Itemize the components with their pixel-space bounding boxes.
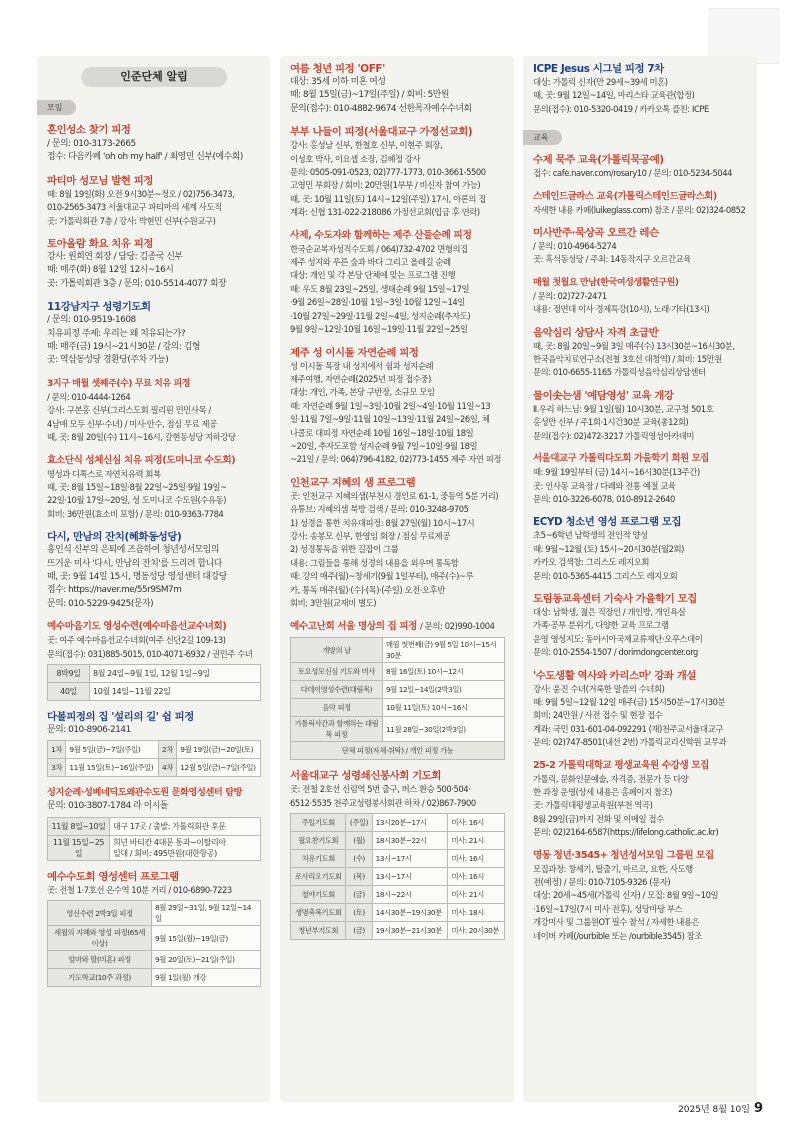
notice-entry	[533, 452, 748, 506]
notice-entry	[47, 786, 261, 860]
notice-title: 음악심리 상담사 자격 초급반	[533, 326, 659, 339]
notice-entry	[533, 190, 748, 217]
notice-entry	[533, 276, 748, 317]
notice-entry	[47, 174, 261, 228]
notice-body: 곳: 여주 예수마음선교수녀회(여주 신단2길 109-13) 문의(접수): 031)885-5015, 010-4071-6932 / 권민주 수녀	[47, 635, 253, 659]
page-footer	[678, 1101, 763, 1116]
notice-entry	[533, 62, 748, 116]
notice-title: 성지순례·성베네딕도왜관수도원 문화영성센터 탐방	[47, 787, 243, 799]
table-row: 40일 10월 14일~11월 22일	[48, 682, 261, 700]
notice-body: 곳: 전철 1·7호선 온수역 10분 거리 / 010-6890-7223	[47, 884, 232, 895]
table-row: 월요찬기도회 (월) 18시30분~22시 미사: 21시	[291, 832, 505, 850]
notice-title: 파티마 성모님 발현 피정	[47, 174, 154, 187]
notice-body: 성 이시돌 목장 내 성지에서 쉼과 성지순례 제주여행, 자연순례(2025년 피정 접수중) 대상: 개인, 가족, 본당 구반장, 소규모 모임 때: 자연순례 9월 1일~3일·10월 2일~4일·10월 11일~13 일·11월 7일~9일·11월 10일~13일·11월 24일~26일, 체 나콜로 대피정 자연순례 10월 16일~18일·10월 18일 ~20일, 추자도포함 성지순례 9월 7일~10일·9월 18일 ~21일 / 문의: 064)796-4182, 02)773-1455 제주 자연 피정	[290, 360, 501, 465]
notice-body: 영성과 디톡스로 자연치유력 회복 때, 곳: 8월 15일~18일·8월 22일~25일·9월 19일~ 22일·10월 17일~20일, 성 도미니코 수도원(수유동) 회비: 36만원(효소비 포함) / 문의: 010-9363-7784	[47, 468, 227, 519]
notice-body: 곳: 인천교구 지혜의샘(부천시 경인로 61-1, 중동역 5분 거리) 유튜브: 지혜의샘 북방 검색 / 문의: 010-3248-9705 1) 성경을 통한 치유대피정: 8월 27일(월) 10시~17시 강사: 송봉모 신부, 한영임 회장 / 점심 무료제공 2) 성경통독을 위한 길잡이 그룹 내용: 그림들을 통해 성경의 내용을 외우며 통독함 때: 강의 매주(월)~창세기(9월 1일부터), 매주(수)~루 카, 통독 매주(월)·(수)·(목)·(주일) 오전·오후반 회비: 3만원(교재비 별도)	[290, 490, 499, 608]
notice-entry	[533, 759, 748, 840]
table-row: 치유기도회 (수) 13시~17시 미사: 16시	[291, 850, 505, 868]
table-row: 토요성모신심 기도와 미사 8월 16일(토) 10시~12시	[291, 663, 505, 681]
notice-entry	[533, 153, 748, 180]
notice-title: 수제 묵주 교육(가톨릭묵공예)	[533, 154, 664, 167]
notice-entry	[47, 710, 261, 777]
notice-title: 서울대교구 가톨릭다도회 가을학기 회원 모집	[533, 453, 709, 465]
notice-body: 초5~6학년 남학생의 전인적 양성 때: 9월~12월 (토) 15시~20시30분(월2회) 카카오 검색창: 그리스도 레지오회 문의: 010-5365-4415 그리스도 레지오회	[533, 530, 684, 581]
notice-body: 때: 8월 19일(화) 오전 9시30분~정오 / 02)756-3473, 010-2565-3473 서울대교구 파티마의 세계 사도직 곳: 가톨릭회관 7층 / 강사: 박현민 신부(수원교구)	[47, 188, 235, 226]
notice-entry	[47, 530, 261, 611]
notice-entry	[290, 619, 505, 760]
category-tag-education: 교육	[523, 130, 562, 145]
table-row: 철야기도회 (금) 18시~22시 미사: 21시	[291, 886, 505, 904]
notice-entry	[290, 476, 505, 611]
notice-title: 3지구 매월 셋째주(수) 무료 치유 피정	[47, 378, 191, 389]
notice-entry	[290, 125, 505, 219]
schedule-table	[290, 637, 505, 760]
notice-title: 효소단식 성체신심 치유 피정(도미니코 수도회)	[47, 454, 236, 466]
notice-entry	[290, 346, 505, 467]
schedule-table	[290, 813, 505, 940]
notice-title: '수도생활 역사와 카리스마' 강좌 개설	[533, 669, 696, 682]
table-row: 영신수련 2박3일 피정 8월 29일~31일, 9월 12일~14일	[48, 901, 261, 926]
notice-entry	[47, 620, 261, 701]
notice-title: 여름 청년 피정 'OFF'	[290, 63, 385, 75]
notice-body: 대상: 남학생, 젊은 직장인 / 개인방, 개인욕실 가족·공부 분위기, 다양한 교육 프로그램 운영 영성지도: 동아시아국제교류재단·오푸스데이 문의: 010-2554-1507 / dorimdongcenter.org	[533, 606, 703, 658]
notice-body: 모집과정: 창세기, 탈출기, 마르코, 요한, 사도행 전(예정) / 문의: 010-7105-9326 (문자) 대상: 20세~45세(가톨릭 신자) / 모집: 8월 9일~10일 ·16일~17일(7시 미사 전후), 성당마당 부스 개강미사 및 그룹원OT 필수 참석 / 자세한 내용은 네이버 카페(/ourbible 또는 /ourbible3545) 참조	[533, 863, 719, 941]
notice-body: / 문의: 010-9519-1608 치유피정 주제: 우리는 왜 치유되는가? 때: 매주(금) 19시~21시30분 / 강의: 김형 곳: 역삼동성당 경환당(주차 가능)	[47, 315, 201, 366]
notice-body: 때: 9월 19일부터 (금) 14시~16시30분(13주간) 곳: 인사동 교육장 / 다례와 전통 예절 교육 문의: 010-3226-6078, 010-8912-2640	[533, 467, 700, 504]
column-1	[37, 56, 270, 1102]
notice-entry	[533, 226, 748, 267]
notice-body: / 문의: 010-3173-2665 접수: 다음카페 'oh oh my half' / 최영민 신부(예수회)	[47, 139, 243, 163]
table-row: 11월 15일~25일 희년 바티칸 4대문 통과~이탈리아 일대 / 회비: 495만원(대한항공)	[48, 835, 261, 860]
notice-entry	[533, 326, 748, 380]
table-row: 청년부기도회 (금) 19시30분~21시30분 미사: 20시30분	[291, 922, 505, 940]
notice-body: 강사: 원희연 회장 / 담당: 김종국 신부 때: 매주(화) 8월 12일 12시~16시 곳: 가톨릭회관 3층 / 문의: 010-5514-4077 회장	[47, 252, 227, 289]
notice-entry	[290, 62, 505, 116]
notice-title: 25-2 가톨릭대학교 평생교육원 수강생 모집	[533, 759, 710, 771]
notice-title: 매월 첫월요 만남(한국여성생활연구원)	[533, 277, 679, 288]
notice-body: / 문의: 010-4444-1264 강사: 구본홍 신부(그리스도회 필리핀 민민사목 / 4남매 모두 신부·수녀) / 미사·안수, 점심 무료 제공 때, 곳: 8월 20일(수) 11시~16시, 갈현동성당 지하강당	[47, 391, 236, 443]
notice-entry	[47, 870, 261, 987]
issue-date: 2025년 8월 10일	[678, 1105, 750, 1115]
table-row: 로사리오기도회 (목) 13시~17시 미사: 16시	[291, 868, 505, 886]
table-row: 엄마와 딸(미혼) 피정 9월 20일(토)~21일(주일)	[48, 951, 261, 969]
table-row: 1차 9월 5일(금)~7일(주일) 2차 9월 19일(금)~20일(토)	[48, 741, 261, 759]
page-title: 인준단체 알림	[81, 67, 227, 87]
table-row: 가톨릭사간과 함께하는 대림목 피정 11월 28일~30일(2박3일)	[291, 717, 505, 742]
notice-body: 한국순교복자성직수도회 / 064)732-4702 면형의집 제주 성지와 푸른 숲과 바다 그리고 올레길 순례 대상: 개인 및 각 본당 단체에 맞는 프로그램 진행 때: 우도 8월 23일~25일, 생태순례 9월 15일~17일 ·9월 26일~28일·10월 1일~3일·10월 12일~14일 ·10월 27일~29일·11월 2일~4일, 성지순례(추자도) 9월 9일~12일·10월 16일~19일·11월 22일~25일	[290, 243, 471, 335]
notice-entry	[533, 389, 748, 443]
notice-body: 문의: 010-8906-2141	[47, 724, 131, 735]
notice-title: 다시, 만남의 잔치(혜화동성당)	[47, 531, 182, 544]
notice-title: 예수고난회 서울 명상의 집 피정 / 문의: 02)990-1004	[290, 621, 495, 633]
notice-title: 부부 나들이 피정(서울대교구 가정선교회)	[290, 126, 473, 139]
table-row: 단체 피정(자체·위탁) / 개인 피정 가능	[291, 742, 505, 760]
schedule-table	[47, 740, 261, 777]
notice-body: 대상: 가톨릭 신자(만 29세~39세 미혼) 때, 곳: 9월 12일~14일, 마리스타 교육관(합정) 문의(접수): 010-5320-0419 / 카카오톡 플친: ICPE	[533, 77, 709, 114]
notice-title: 서울대교구 성령쇄신봉사회 기도회	[290, 770, 441, 783]
notice-title: 다볼피정의 집 '설리의 길' 쉼 피정	[47, 710, 194, 723]
notice-body: 가톨릭, 문화인문예술, 자격증, 전문가 등 다양 한 과정 운영(상세 내용은 홈페이지 참조) 곳: 가톨릭대평생교육원(부천 역곡) 8월 29일(금)까지 전화 및 이메일 접수 문의: 02)2164-6587(https://lifelong.catholic.ac.kr)	[533, 773, 719, 838]
notice-entry	[533, 515, 748, 583]
notice-title: 사제, 수도자와 함께하는 제주 산들순례 피정	[290, 229, 472, 241]
notice-title: 도림동교육센터 기숙사 가을학기 모집	[533, 592, 697, 605]
notice-entry	[290, 769, 505, 940]
notice-entry	[533, 669, 748, 750]
notice-entry	[533, 849, 748, 943]
table-row: 주일기도회 (주일) 13시20분~17시 미사: 16시	[291, 814, 505, 832]
notice-body: 자세한 내용 카페(luikeglass.com) 참조 / 문의: 02)324-0852	[533, 204, 746, 215]
notice-body: 홍인식 신부의 은퇴에 즈음하여 청년성서모임의 뜨거운 미사 '다시, 만남의 잔치'를 드리려 합니다 때, 곳: 9월 14일 15시, 명동성당 영성센터 대강당 접수: https://naver.me/55r9SM7m 문의: 010-5229-9425(문자)	[47, 545, 227, 609]
notice-title: 인천교구 지혜의 샘 프로그램	[290, 476, 416, 489]
notice-title: 예수마음기도 영성수련(예수마음선교수녀회)	[47, 621, 227, 633]
table-row: 3차 11월 15일(토)~16일(주일) 4차 12월 5일(금)~7일(주일)	[48, 759, 261, 777]
notice-body: 곳: 전철 2호선 신림역 5번 출구, 버스 환승 500·504· 6512·5535 천주교성령봉사회관 하차 / 02)867-7900	[290, 784, 476, 808]
notice-body: 때, 곳: 8월 20일~9월 3일 매주(수) 13시30분~16시30분, 한국음악치료연구소(전철 3호선 대청역) / 회비: 15만원 문의: 010-6655-1165 가톨릭성음악심리상담센터	[533, 340, 735, 378]
notice-title: 제주 성 이시돌 자연순례 피정	[290, 346, 419, 359]
notice-title: 스테인드글라스 교육(가톨릭스테인드글라스회)	[533, 190, 717, 202]
notice-entry	[533, 592, 748, 660]
notice-entry	[47, 454, 261, 522]
notice-title: 미사반주·묵상곡 오르간 레슨	[533, 227, 659, 240]
table-row: 세월의 지혜와 영성 피정(65세 이상) 9월 15일(월)~19일(금)	[48, 926, 261, 951]
notice-body: 강사: 홍성남 신부, 한철호 신부, 이현주 회장, 이성호 박사, 이요셉 소장, 김혜정 강사 문의: 0505-091-0523, 02)777-1773, 010-3661-5500 고영민 부회장 / 회비: 20만원(1부부 / 비신자 참여 가능) 때, 곳: 10월 11일(토) 14시~12일(주일) 17시, 아론의 집 계좌: 신협 131-022-218086 가정선교회(입금 후 연락)	[290, 140, 486, 218]
notice-body: 문의: 010-3807-1784 라 이시돌	[47, 801, 169, 812]
schedule-table	[47, 900, 261, 987]
table-row: 8박9일 8월 24일~9월 1일, 12월 1일~9일	[48, 664, 261, 682]
notice-entry	[290, 229, 505, 337]
notice-body: Ⅱ.우리 하느님: 9월 1일(월) 10시30분, 교구청 501호 홍성만 신부 / 주1회·1시간30분 교육(총12회) 문의(접수): 02)472-3217 가톨릭영성아카데미	[533, 403, 714, 441]
notice-title: 11강남지구 성령기도회	[47, 301, 151, 314]
schedule-table	[47, 817, 261, 861]
notice-body: 접수: cafe.naver.com/rosary10 / 문의: 010-5234-5044	[533, 168, 733, 179]
table-row: 기도학교(10주 과정) 9월 1일(월) 개강	[48, 969, 261, 987]
notice-body: 대상: 35세 이하 미혼 여성 때: 8월 15일(금)~17일(주일) / 회비: 5만원 문의(접수): 010-4882-9674 선한목자예수수녀회	[290, 77, 472, 114]
table-row: 다데이영성수련(대림목) 9월 12일~14일(2박3일)	[291, 681, 505, 699]
table-row: 11월 8일~10일 대구 17곳 / 출발: 가톨릭회관 후문	[48, 817, 261, 835]
notice-title: 명동 청년·3545+ 청년성서모임 그룹원 모집	[533, 849, 714, 861]
notice-body: / 문의: 02)727-2471 내용: 정연대 이사 경제특강(10시), 노래·기타(13시)	[533, 290, 710, 315]
schedule-table	[47, 664, 261, 701]
column-3	[523, 56, 757, 1102]
page-number: 9	[753, 1101, 763, 1116]
notice-title: 예수수도회 영성센터 프로그램	[47, 870, 179, 883]
notice-entry	[47, 237, 261, 291]
notice-body: / 문의: 010-4964-5274 곳: 흑석동성당 / 주최: 14동작지구 오르간교육	[533, 241, 691, 265]
notice-body: 강사: 윤진 수녀(거룩한 말씀의 수녀회) 때: 9월 5일~12월 12일 매주(금) 15시50분~17시30분 회비: 24만원 / 사전 접수 및 현장 접수 계좌: 국민 031-601-04-092291 (재)천주교서울대교구 문의: 02)747-8501(내선 2번) 가톨릭교리신학원 교무과	[533, 683, 727, 748]
notice-entry	[47, 377, 261, 445]
column-2	[280, 56, 514, 1102]
notice-entry	[47, 123, 261, 165]
table-row: 생명축복기도회 (토) 14시30분~19시30분 미사: 18시	[291, 904, 505, 922]
notice-title: 혼인성소 찾기 피정	[47, 124, 131, 136]
notice-entry	[47, 300, 261, 368]
notice-title: 토아올람 화요 치유 피정	[47, 238, 154, 251]
table-row: 음악 피정 10월 11일(토) 10시~16시	[291, 699, 505, 717]
table-row: 개방의 날 매월 첫번째(금) 9월 5일 10시~15시30분	[291, 638, 505, 663]
category-tag-meeting: 모임	[37, 100, 76, 115]
notice-title: 물이솟는샘 '예담영성' 교육 개강	[533, 389, 674, 402]
notice-title: ECYD 청소년 영성 프로그램 모집	[533, 516, 682, 529]
notice-title: ICPE Jesus 시그널 피정 7차	[533, 63, 664, 75]
